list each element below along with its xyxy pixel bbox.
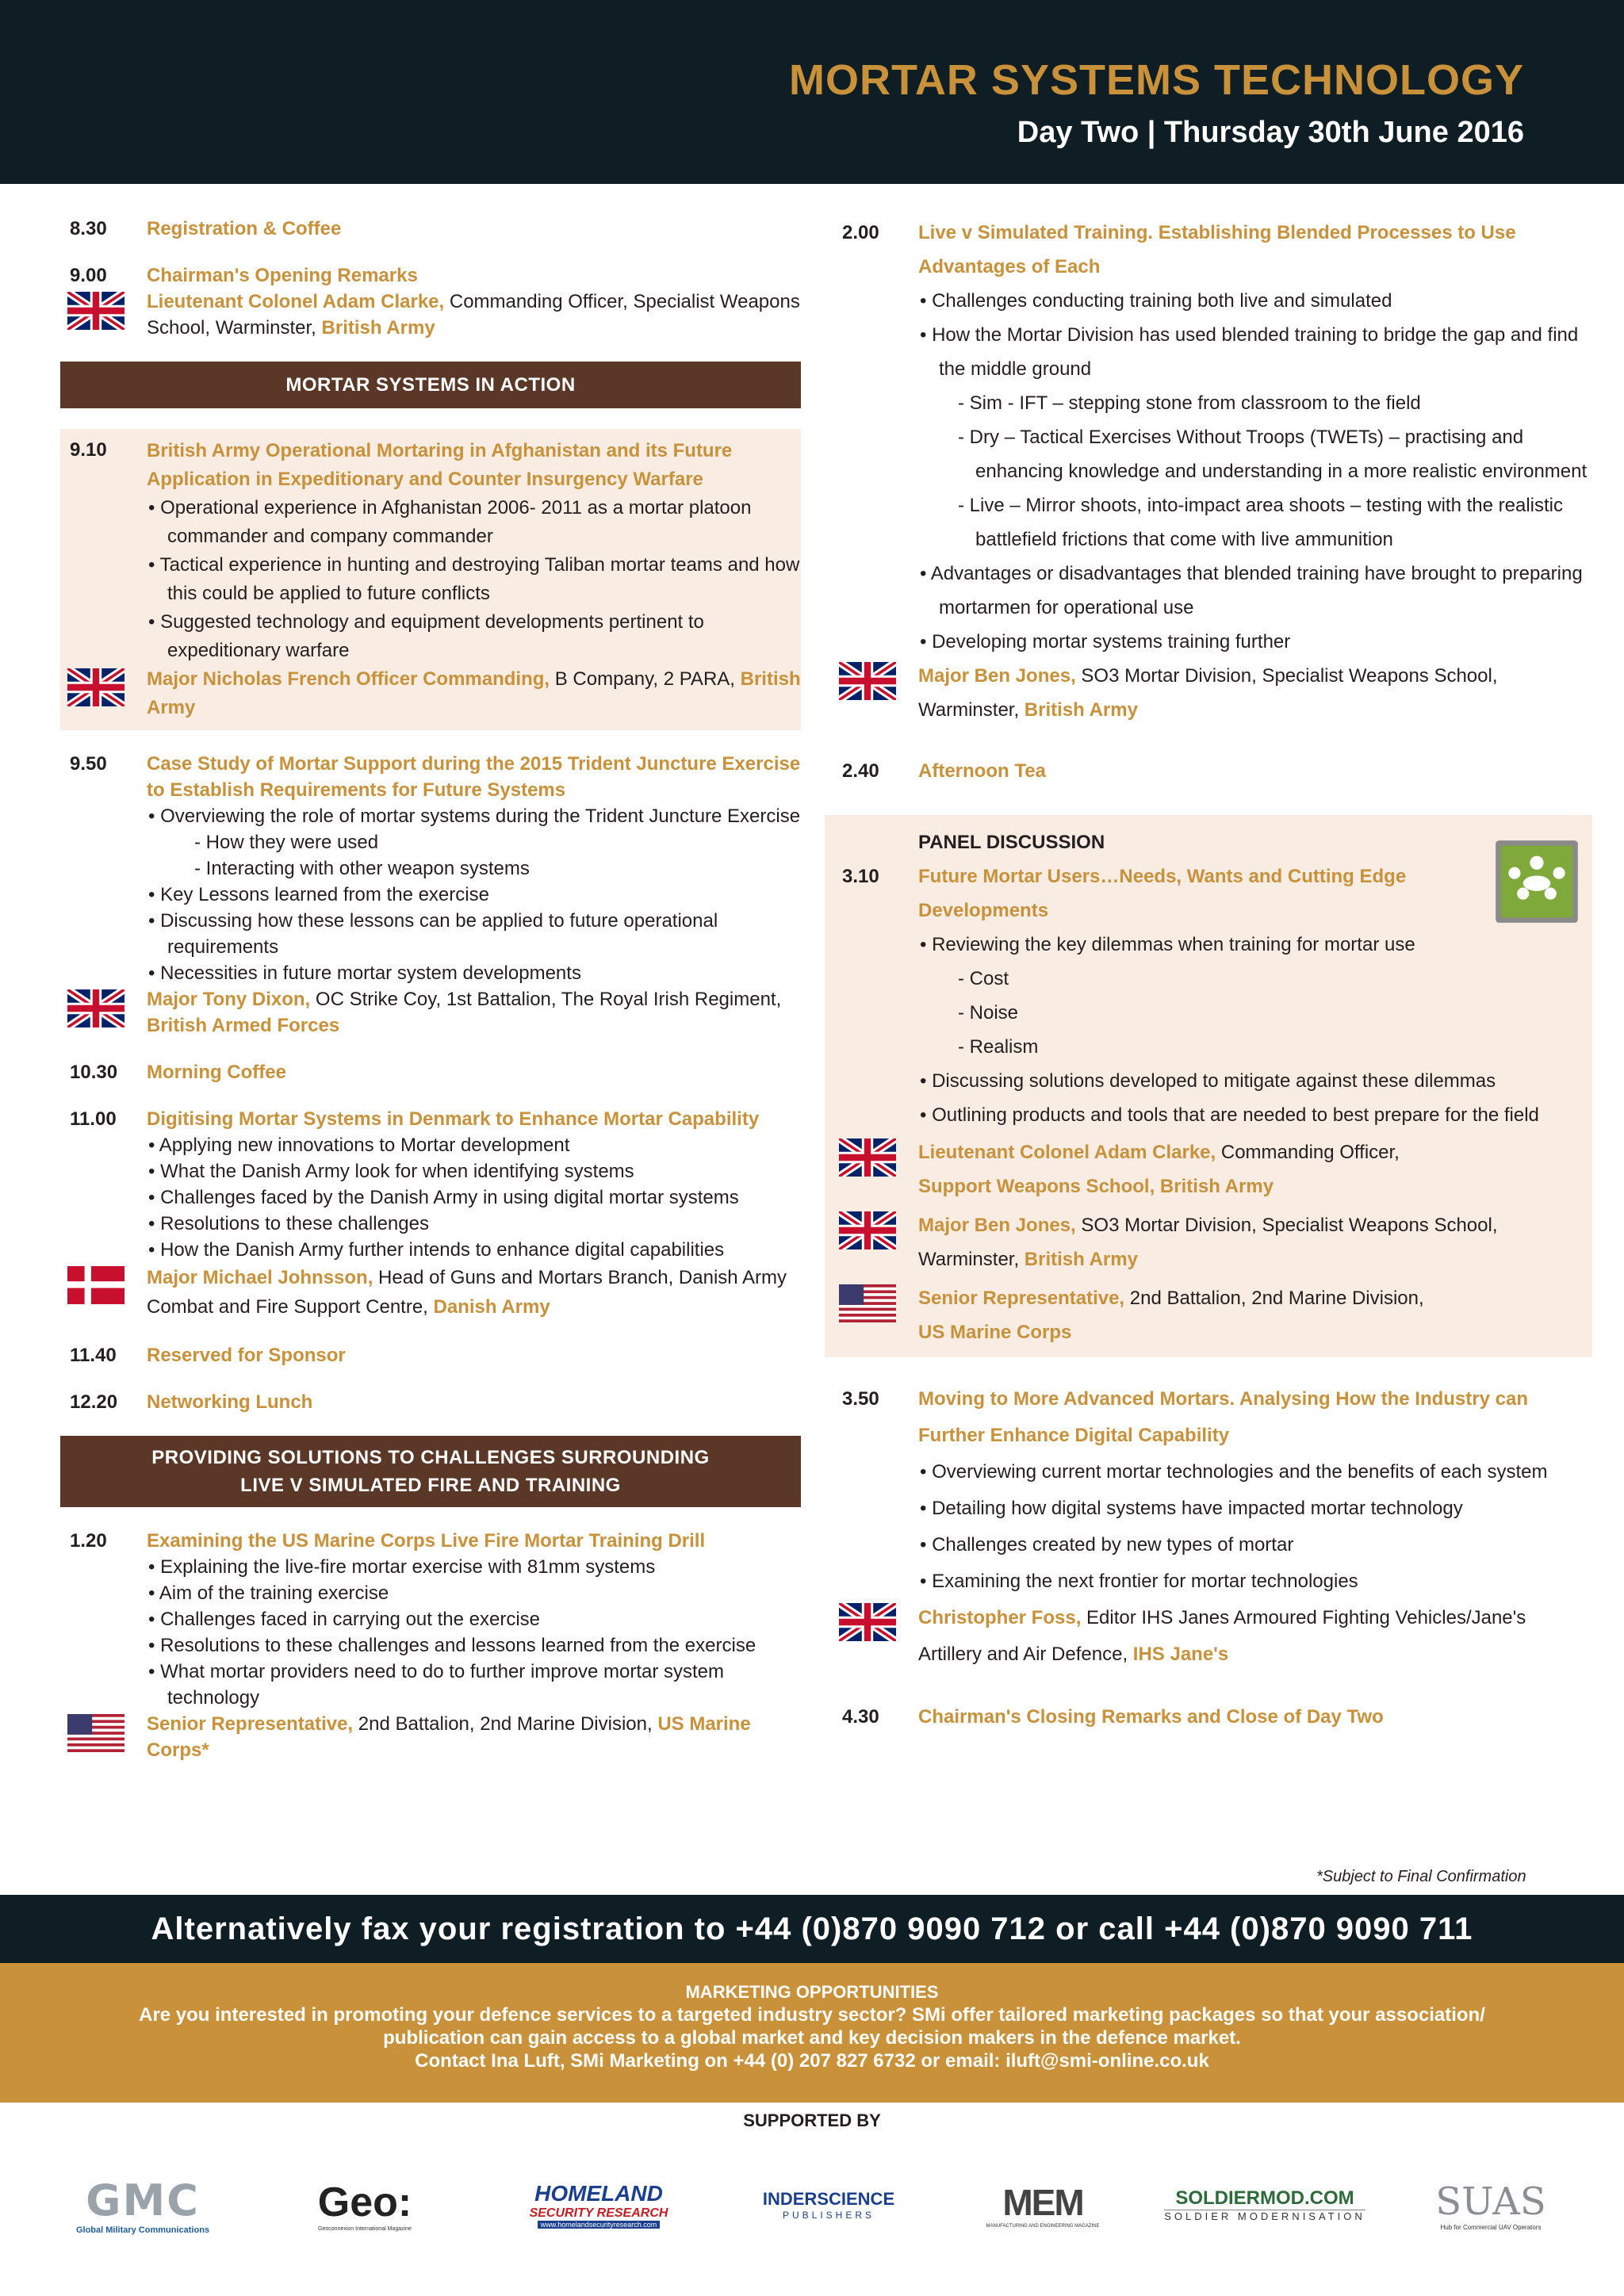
bullet: • Challenges created by new types of mortar bbox=[920, 1534, 1294, 1556]
speaker bbox=[147, 665, 801, 722]
speaker-org: British Armed Forces bbox=[147, 1015, 340, 1036]
session-networking-lunch bbox=[60, 1389, 801, 1415]
session-title: Morning Coffee bbox=[147, 1062, 286, 1083]
speaker bbox=[918, 659, 1592, 727]
panel-discussion bbox=[825, 815, 1592, 1357]
speaker-name: Lieutenant Colonel Adam Clarke, bbox=[147, 291, 445, 312]
logo-text: SUAS bbox=[1435, 2179, 1546, 2224]
session-morning-coffee bbox=[60, 1059, 801, 1085]
bullet: • What mortar providers need to do to further improve mortar system technology bbox=[148, 1661, 724, 1709]
bullet: • Aim of the training exercise bbox=[148, 1582, 389, 1604]
session-title: Digitising Mortar Systems in Denmark to Enhance Mortar Capability bbox=[147, 1108, 760, 1130]
gmc-logo bbox=[56, 2169, 230, 2241]
left-column bbox=[60, 216, 801, 1784]
speaker bbox=[147, 986, 801, 1039]
homeland-security-research-logo bbox=[515, 2169, 682, 2241]
speaker-name: Major Michael Johnsson, bbox=[147, 1267, 373, 1288]
session-time: 3.10 bbox=[842, 866, 879, 887]
session-time: 8.30 bbox=[70, 218, 107, 239]
bullet: • Necessities in future mortar system developments bbox=[148, 962, 581, 984]
speaker bbox=[147, 1263, 801, 1322]
bullet: • Resolutions to these challenges bbox=[148, 1213, 429, 1234]
inderscience-logo bbox=[745, 2169, 912, 2241]
fax-registration-bar: Alternatively fax your registration to +44 (0)870 9090 712 or call +44 (0)870 9090 711 bbox=[0, 1895, 1624, 1963]
session-live-v-simulated bbox=[825, 216, 1592, 727]
bullet: • Discussing solutions developed to mitigate against these dilemmas bbox=[920, 1070, 1496, 1092]
sub-bullet: - Realism bbox=[958, 1036, 1039, 1058]
bullet: • What the Danish Army look for when identifying systems bbox=[148, 1161, 634, 1182]
speaker-role: B Company, 2 PARA, bbox=[550, 668, 741, 690]
suas-logo bbox=[1411, 2169, 1570, 2241]
bullet: • Overviewing current mortar technologies and the benefits of each system bbox=[920, 1461, 1548, 1483]
speaker-name: Major Ben Jones, bbox=[918, 1215, 1076, 1236]
soldiermod-logo bbox=[1150, 2169, 1380, 2241]
bullet: • Challenges faced in carrying out the exercise bbox=[148, 1609, 541, 1630]
speaker-name: Major Tony Dixon, bbox=[147, 989, 311, 1010]
page-subtitle: Day Two | Thursday 30th June 2016 bbox=[1017, 116, 1524, 149]
speaker bbox=[918, 1281, 1592, 1349]
speaker-role: OC Strike Coy, 1st Battalion, The Royal Irish Regiment, bbox=[310, 989, 782, 1010]
speaker-role: SO3 Mortar Division, Specialist Weapons School, Warminster, bbox=[918, 665, 1498, 721]
speaker-role: Editor IHS Janes Armoured Fighting Vehicles/Jane's Artillery and Air Defence, bbox=[918, 1607, 1526, 1665]
speaker bbox=[918, 1208, 1592, 1276]
right-column bbox=[825, 216, 1592, 1761]
confirmation-note: *Subject to Final Confirmation bbox=[1316, 1868, 1526, 1885]
session-title: Moving to More Advanced Mortars. Analysing How the Industry can Further Enhance Digital Capability bbox=[918, 1388, 1528, 1446]
uk-flag-icon bbox=[67, 292, 124, 330]
page-header bbox=[0, 0, 1624, 184]
sub-bullet: - Noise bbox=[958, 1002, 1019, 1024]
speaker bbox=[147, 289, 801, 341]
sub-bullet: - Sim - IFT – stepping stone from classroom to the field bbox=[958, 392, 1421, 414]
speaker-role: 2nd Battalion, 2nd Marine Division, bbox=[1124, 1288, 1424, 1309]
session-time: 11.40 bbox=[70, 1345, 117, 1366]
bullet: • Developing mortar systems training further bbox=[920, 631, 1291, 652]
session-time: 3.50 bbox=[842, 1388, 879, 1410]
session-time: 9.00 bbox=[70, 265, 107, 286]
bullet: • Outlining products and tools that are needed to best prepare for the field bbox=[920, 1104, 1539, 1126]
speaker-org: British Army bbox=[1024, 699, 1138, 721]
sub-bullet: - Live – Mirror shoots, into-impact area shoots – testing with the realistic battlefield frictions that come with live ammunition bbox=[958, 495, 1563, 550]
speaker bbox=[918, 1135, 1592, 1203]
section-bar-mortar-systems: MORTAR SYSTEMS IN ACTION bbox=[60, 362, 801, 408]
session-future-users bbox=[825, 859, 1592, 1349]
bullet: • Reviewing the key dilemmas when training for mortar use bbox=[920, 934, 1415, 955]
speaker-name: Lieutenant Colonel Adam Clarke, bbox=[918, 1142, 1216, 1163]
sub-bullet: - How they were used bbox=[194, 832, 379, 853]
logo-subtext: Geoconnexion International Magazine bbox=[318, 2225, 412, 2232]
marketing-title: MARKETING OPPORTUNITIES bbox=[685, 1982, 939, 2002]
sub-bullet: - Dry – Tactical Exercises Without Troops (TWETs) – practising and enhancing knowledge and understanding in a more realistic environment bbox=[958, 427, 1588, 482]
speaker-org: Danish Army bbox=[433, 1296, 550, 1318]
session-afternoon-tea bbox=[825, 754, 1592, 788]
session-afghanistan bbox=[60, 437, 801, 722]
session-denmark bbox=[60, 1106, 801, 1322]
bullet: • Detailing how digital systems have impacted mortar technology bbox=[920, 1498, 1463, 1519]
bullet: • Suggested technology and equipment developments pertinent to expeditionary warfare bbox=[148, 611, 704, 661]
session-time: 9.10 bbox=[70, 439, 107, 461]
bullet: • How the Danish Army further intends to enhance digital capabilities bbox=[148, 1239, 725, 1261]
session-title: Networking Lunch bbox=[147, 1391, 313, 1413]
logo-subtext: Hub for Commercial UAV Operators bbox=[1440, 2223, 1542, 2231]
bullet: • Applying new innovations to Mortar development bbox=[148, 1135, 570, 1156]
logo-text: INDERSCIENCE bbox=[762, 2189, 895, 2209]
bullet: • Discussing how these lessons can be applied to future operational requirements bbox=[148, 910, 718, 958]
session-title: Reserved for Sponsor bbox=[147, 1345, 346, 1366]
session-registration bbox=[60, 216, 801, 242]
us-flag-icon bbox=[67, 1714, 124, 1752]
speaker-role: Commanding Officer, Specialist Weapons School, Warminster, bbox=[147, 291, 800, 339]
session-reserved-sponsor bbox=[60, 1342, 801, 1368]
session-title: Chairman's Closing Remarks and Close of Day Two bbox=[918, 1706, 1384, 1728]
logo-subtext: SOLDIER MODERNISATION bbox=[1164, 2210, 1365, 2222]
marketing-contact: Contact Ina Luft, SMi Marketing on +44 (0) 207 827 6732 or email: iluft@smi-online.co.uk bbox=[415, 2050, 1209, 2072]
session-title: British Army Operational Mortaring in Afghanistan and its Future Application in Expeditionary and Counter Insurgency Warfare bbox=[147, 440, 733, 490]
marketing-text: Are you interested in promoting your defence services to a targeted industry sector? SMi offer tailored marketing packages so that your association/ bbox=[139, 2004, 1485, 2026]
session-time: 2.00 bbox=[842, 222, 879, 243]
sub-bullet: - Interacting with other weapon systems bbox=[194, 858, 530, 879]
speaker-org: British Army bbox=[321, 317, 435, 339]
session-time: 9.50 bbox=[70, 753, 107, 775]
session-closing-remarks bbox=[825, 1700, 1592, 1734]
speaker-name: Christopher Foss, bbox=[918, 1607, 1082, 1628]
session-time: 11.00 bbox=[70, 1108, 117, 1130]
logo-text: GMC bbox=[86, 2175, 200, 2225]
session-title: Future Mortar Users…Needs, Wants and Cutting Edge Developments bbox=[918, 866, 1407, 921]
mem-logo bbox=[983, 2169, 1102, 2241]
session-title: Examining the US Marine Corps Live Fire Mortar Training Drill bbox=[147, 1530, 706, 1552]
speaker-role: Commanding Officer, bbox=[1216, 1142, 1400, 1163]
speaker bbox=[918, 1600, 1592, 1673]
session-title: Case Study of Mortar Support during the 2015 Trident Juncture Exercise to Establish Requirements for Future Systems bbox=[147, 753, 801, 801]
session-trident-juncture bbox=[60, 751, 801, 1039]
speaker-role: 2nd Battalion, 2nd Marine Division, bbox=[353, 1713, 658, 1735]
logo-text: Geo: bbox=[317, 2179, 412, 2225]
session-opening-remarks bbox=[60, 262, 801, 341]
session-advanced-mortars bbox=[825, 1381, 1592, 1673]
logo-subtext: Global Military Communications bbox=[75, 2225, 210, 2235]
bullet: • Explaining the live-fire mortar exercise with 81mm systems bbox=[148, 1556, 656, 1578]
bullet: • Advantages or disadvantages that blended training have brought to preparing mortarmen for operational use bbox=[920, 563, 1583, 618]
uk-flag-icon bbox=[839, 662, 896, 700]
shaded-session bbox=[60, 429, 801, 730]
uk-flag-icon bbox=[67, 989, 124, 1027]
speaker-role: Head of Guns and Mortars Branch, Danish Army Combat and Fire Support Centre, bbox=[147, 1267, 787, 1318]
speaker-org: Support Weapons School, British Army bbox=[918, 1176, 1274, 1197]
uk-flag-icon bbox=[839, 1211, 896, 1249]
speaker bbox=[147, 1711, 801, 1763]
marketing-text: publication can gain access to a global market and key decision makers in the defence market. bbox=[383, 2027, 1241, 2049]
speaker-name: Major Nicholas French Officer Commanding, bbox=[147, 668, 550, 690]
bullet: • Challenges conducting training both live and simulated bbox=[920, 290, 1392, 312]
speaker-name: Major Ben Jones, bbox=[918, 665, 1076, 687]
uk-flag-icon bbox=[839, 1138, 896, 1177]
sponsor-logos bbox=[48, 2169, 1578, 2241]
session-time: 1.20 bbox=[70, 1530, 107, 1552]
speaker-org: US Marine Corps bbox=[918, 1322, 1072, 1343]
session-title: Afternoon Tea bbox=[918, 760, 1046, 782]
speaker-org: British Army bbox=[147, 668, 801, 718]
marketing-opportunities bbox=[0, 1963, 1624, 2103]
us-flag-icon bbox=[839, 1284, 896, 1322]
session-time: 4.30 bbox=[842, 1706, 879, 1728]
section-bar-solutions: PROVIDING SOLUTIONS TO CHALLENGES SURROUNDING LIVE V SIMULATED FIRE AND TRAINING bbox=[60, 1436, 801, 1507]
denmark-flag-icon bbox=[67, 1266, 124, 1304]
speaker-role: SO3 Mortar Division, Specialist Weapons School, Warminster, bbox=[918, 1215, 1498, 1270]
bullet: • Operational experience in Afghanistan 2006- 2011 as a mortar platoon commander and company commander bbox=[148, 497, 752, 547]
session-time: 12.20 bbox=[70, 1391, 118, 1413]
logo-text: SECURITY RESEARCH bbox=[529, 2206, 668, 2220]
bullet: • Resolutions to these challenges and lessons learned from the exercise bbox=[148, 1635, 756, 1656]
logo-subtext: www.homelandsecurityresearch.com bbox=[538, 2221, 661, 2229]
bullet: • Overviewing the role of mortar systems during the Trident Juncture Exercise bbox=[148, 806, 801, 827]
speaker-org: US Marine Corps* bbox=[147, 1713, 751, 1761]
supported-by-heading: SUPPORTED BY bbox=[743, 2110, 881, 2130]
geo-logo bbox=[301, 2169, 428, 2241]
session-time: 10.30 bbox=[70, 1062, 118, 1083]
speaker-name: Senior Representative, bbox=[147, 1713, 354, 1735]
bullet: • Key Lessons learned from the exercise bbox=[148, 884, 489, 905]
logo-text: MEM bbox=[1002, 2182, 1083, 2223]
bullet: • Challenges faced by the Danish Army in using digital mortar systems bbox=[148, 1187, 739, 1208]
session-title: Chairman's Opening Remarks bbox=[147, 265, 418, 286]
sub-bullet: - Cost bbox=[958, 968, 1009, 989]
session-title: Registration & Coffee bbox=[147, 218, 342, 239]
logo-subtext: PUBLISHERS bbox=[782, 2210, 875, 2221]
speaker-org: British Army bbox=[1024, 1249, 1138, 1270]
session-us-marine-drill bbox=[60, 1528, 801, 1763]
logo-text: HOMELAND bbox=[534, 2181, 663, 2206]
logo-text: SOLDIERMOD.COM bbox=[1175, 2187, 1354, 2209]
bullet: • How the Mortar Division has used blended training to bridge the gap and find the middle ground bbox=[920, 324, 1579, 380]
uk-flag-icon bbox=[839, 1603, 896, 1641]
speaker-org: IHS Jane's bbox=[1132, 1644, 1229, 1665]
uk-flag-icon bbox=[67, 668, 124, 706]
session-time: 2.40 bbox=[842, 760, 879, 782]
panel-label: PANEL DISCUSSION bbox=[918, 832, 1105, 853]
speaker-name: Senior Representative, bbox=[918, 1288, 1125, 1309]
session-title: Live v Simulated Training. Establishing Blended Processes to Use Advantages of Each bbox=[918, 222, 1516, 277]
bullet: • Tactical experience in hunting and destroying Taliban mortar teams and how this could be applied to future conflicts bbox=[148, 554, 800, 604]
logo-subtext: MANUFACTURING AND ENGINEERING MAGAZINE bbox=[986, 2224, 1100, 2229]
bullet: • Examining the next frontier for mortar technologies bbox=[920, 1571, 1358, 1592]
page-title: MORTAR SYSTEMS TECHNOLOGY bbox=[788, 56, 1524, 104]
